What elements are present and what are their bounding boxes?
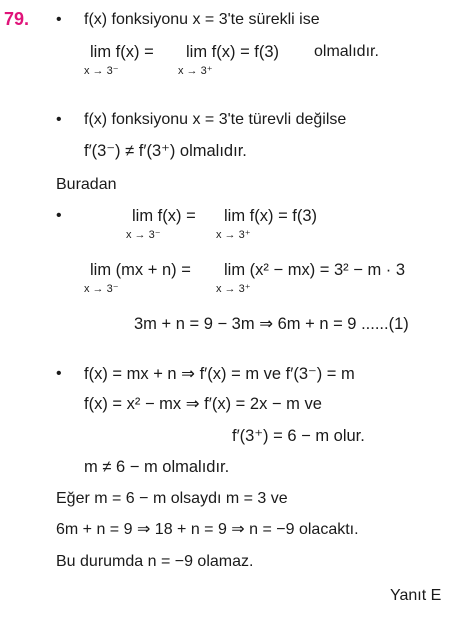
bullet-3: • (56, 207, 62, 224)
derivative-right-value: f′(3⁺) = 6 − m olur. (232, 427, 365, 445)
answer: Yanıt E (390, 587, 442, 604)
closing-line-3: Bu durumda n = −9 olamaz. (56, 553, 254, 570)
limit-left-3-subscript: x → 3⁻ (84, 283, 119, 295)
limit-right-3-subscript: x → 3⁺ (216, 283, 251, 295)
limit-right-3: lim (x² − mx) = 3² − m · 3 (224, 261, 406, 279)
bullet-2: • (56, 111, 62, 128)
inequality-condition: m ≠ 6 − m olmalıdır. (84, 458, 230, 476)
limit-right-1-subscript: x → 3⁺ (178, 65, 213, 77)
buradan-label: Buradan (56, 176, 117, 193)
limit-left-1: lim f(x) = (90, 43, 154, 61)
limit-right-1: lim f(x) = f(3) (186, 43, 280, 61)
limit-left-3: lim (mx + n) = (90, 261, 191, 279)
bullet-1: • (56, 11, 62, 28)
derivative-left-line: f(x) = mx + n ⇒ f′(x) = m ve f′(3⁻) = m (84, 365, 355, 383)
derivative-right-line: f(x) = x² − mx ⇒ f′(x) = 2x − m ve (84, 395, 322, 413)
bullet-4: • (56, 365, 62, 382)
limit-left-1-subscript: x → 3⁻ (84, 65, 119, 77)
problem-number: 79. (4, 9, 30, 29)
closing-line-1: Eğer m = 6 − m olsaydı m = 3 ve (56, 490, 288, 507)
closing-line-2: 6m + n = 9 ⇒ 18 + n = 9 ⇒ n = −9 olacaktı. (56, 521, 359, 538)
differentiability-statement: f(x) fonksiyonu x = 3'te türevli değilse (84, 111, 347, 128)
limit-right-2: lim f(x) = f(3) (224, 207, 318, 225)
limit-left-2: lim f(x) = (132, 207, 196, 225)
limit-left-2-subscript: x → 3⁻ (126, 229, 161, 241)
continuity-statement: f(x) fonksiyonu x = 3'te sürekli ise (84, 11, 320, 28)
limit-1-tail: olmalıdır. (314, 43, 379, 60)
limit-right-2-subscript: x → 3⁺ (216, 229, 251, 241)
equation-1: 3m + n = 9 − 3m ⇒ 6m + n = 9 ......(1) (134, 315, 409, 333)
derivative-inequality: f′(3⁻) ≠ f′(3⁺) olmalıdır. (84, 142, 247, 160)
